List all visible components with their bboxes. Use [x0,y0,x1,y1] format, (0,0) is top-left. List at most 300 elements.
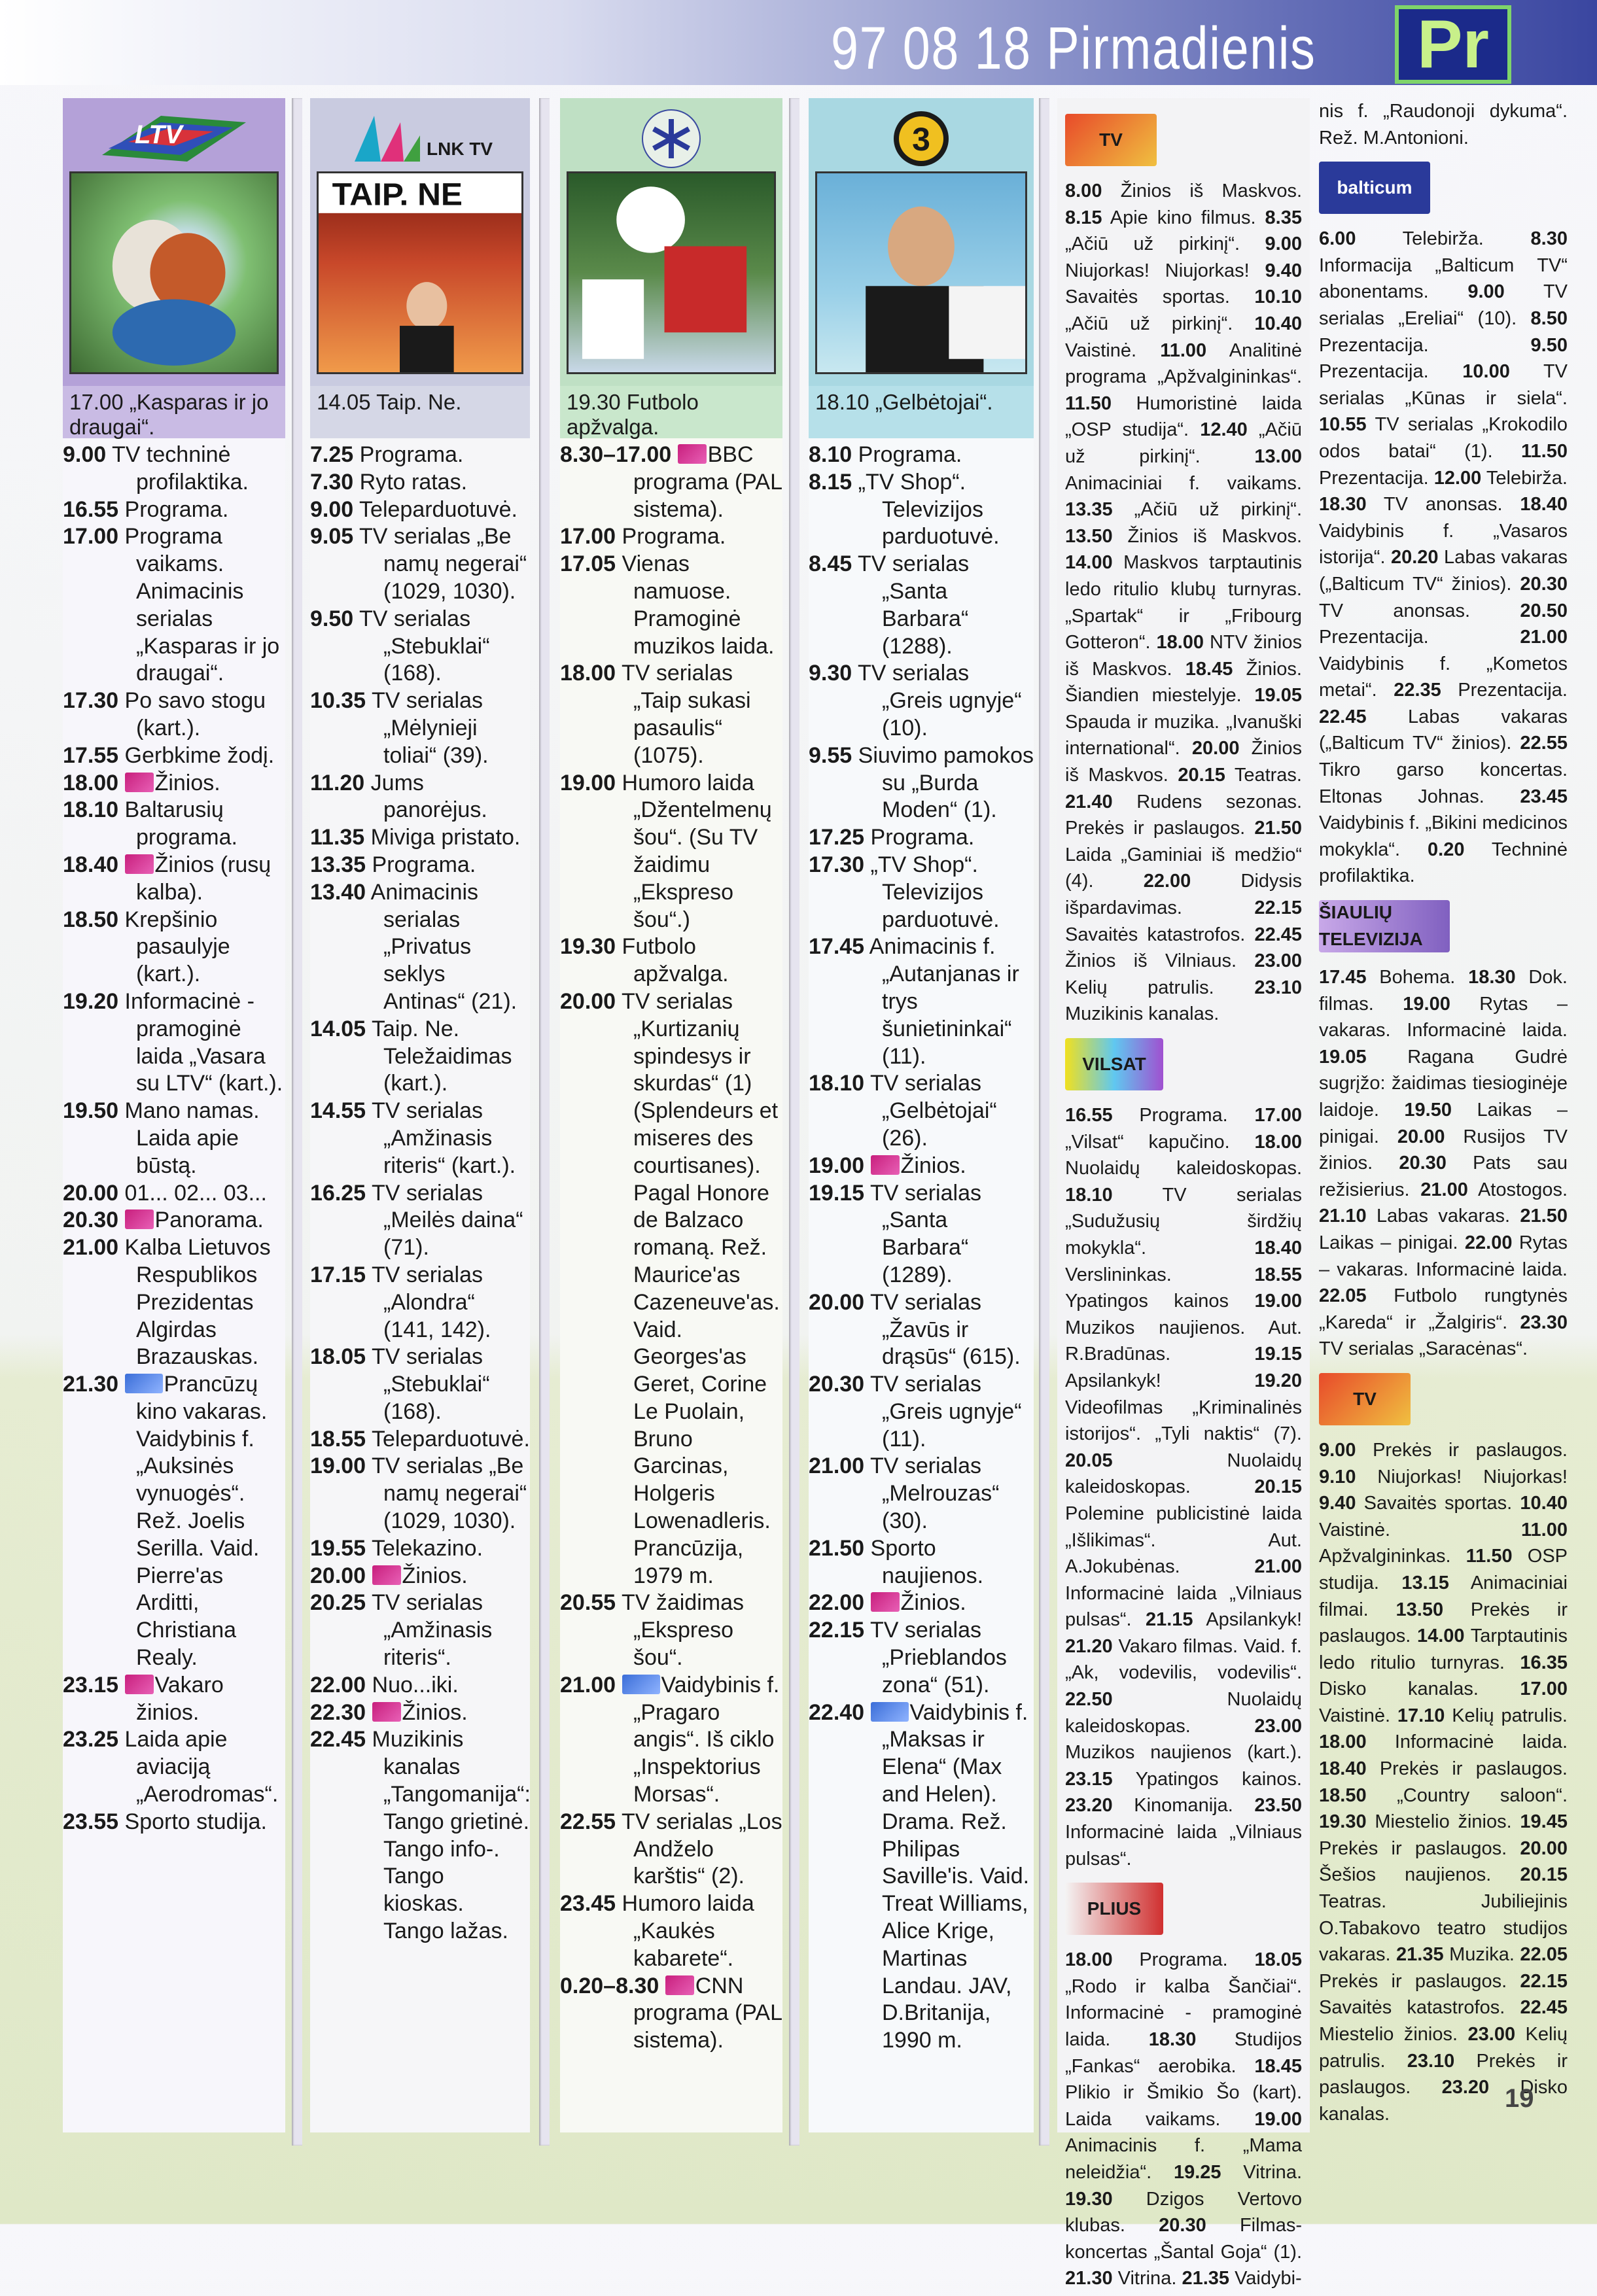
program-entry [1319,967,1455,988]
program-time: 13.50 [1395,1599,1444,1620]
program-time: 21.00 [560,1672,616,1697]
program-time: 13.50 [1065,525,1113,547]
program-entry [560,523,782,551]
program-time: 17.30 [809,852,865,877]
weekday-badge: Pr [1395,5,1511,84]
program-title: Teleparduotuvė. [359,496,518,522]
program-time: 9.55 [809,742,852,768]
program-listing [560,442,782,2055]
program-time: 20.15 [1254,1476,1302,1498]
program-title: Dok. filmas. [1319,967,1568,1015]
program-entry [1182,2268,1301,2289]
program-title: TV serialas „Amžinasis riteris“. [371,1590,493,1671]
program-title: Žinios (rusų kalba). [136,852,272,905]
program-entry [560,1890,782,1972]
program-entry [1319,1811,1512,1832]
program-entry [63,988,285,1098]
program-time: 10.35 [310,688,366,714]
program-entry [1065,499,1302,520]
program-entry [809,1590,1034,1617]
channel-logo [1065,110,1302,170]
program-entry [1065,1795,1233,1816]
program-time: 20.25 [310,1590,366,1616]
program-time: 22.45 [1319,706,1367,727]
program-time: 18.30 [1468,967,1516,988]
program-title: Programa. [359,442,464,467]
program-title: Laikas – pinigai. [1319,1232,1458,1253]
program-title: Panorama. [154,1208,264,1233]
program-time: 20.30 [63,1208,119,1233]
program-time: 14.55 [310,1098,366,1124]
program-time: 21.30 [1065,2268,1113,2289]
program-entry [809,742,1034,824]
program-time: 23.10 [1407,2050,1455,2072]
program-entry [63,797,285,852]
lnk-logo-text: LNK TV [427,139,493,159]
program-entry [310,1016,530,1098]
program-entry [1146,1609,1302,1630]
program-entry [1319,228,1484,249]
program-time: 9.40 [1319,1493,1356,1514]
program-title: Vaistinė. [1065,339,1137,361]
program-time: 17.05 [560,551,616,577]
program-time: 21.40 [1065,791,1113,812]
program-title: NTV žinios iš Maskvos. [1065,632,1302,680]
program-time: 22.45 [1520,1997,1568,2019]
channel-column-ltv [63,98,285,2132]
program-title: TV žaidimas „Ekspreso šou“. [621,1590,744,1671]
program-title: Humoristinė laida „OSP studija“. [1065,392,1302,441]
program-title: Žinios. [900,1590,966,1616]
program-time: 18.10 [809,1071,865,1096]
program-title: Didysis išpardavimas. [1065,871,1303,919]
program-time: 18.00 [1254,1131,1303,1153]
program-time: 16.25 [310,1180,366,1206]
program-title: Apsilankyk! [1206,1609,1302,1631]
program-time: 19.50 [63,1098,119,1124]
program-title: Miviga pristato. [370,825,521,850]
channel-logo-mark: ŠIAULIŲ TELEVIZIJA [1319,900,1450,952]
program-time: 19.30 [1065,2188,1113,2210]
program-title: TV serialas „Meilės daina“ (71). [371,1180,523,1261]
program-title: Savaitės katastrofos. [1319,1997,1505,2019]
program-title: Vaidybinis f. „Vasaros istorija“. [1319,520,1568,568]
program-title: TV serialas „Alondra“ (141, 142). [371,1262,491,1342]
program-title: Žinios. Šiandien miestelyje. [1065,658,1302,706]
program-title: Prancūzų kino vakaras. Vaidybinis f. „Auksinės vynuogės“. Rež. Joelis Serilla. Vaid. Pierre'as Arditti, Christiana Realy. [136,1372,268,1671]
program-time: 22.00 [1143,871,1191,892]
channel-logo [1065,1034,1302,1094]
program-title: Atostogos. [1477,1179,1568,1200]
lnk-logo-icon [342,109,499,168]
program-title: Animacinis f. „Autanjanas ir trys šunietininkai“ (11). [869,934,1019,1069]
program-time: 8.15 [1065,207,1102,228]
program-title: Nuo...iki. [372,1672,459,1697]
program-time: 18.10 [1065,1184,1113,1206]
program-title: Programa. [870,825,975,850]
channel-column-bt [560,98,782,2132]
program-time: 17.00 [63,524,119,549]
program-title: Programa vaikams. Animacinis serialas „Kasparas ir jo draugai“. [124,524,280,686]
program-entry [310,606,530,687]
program-title: Šešios naujienos. [1319,1864,1492,1886]
program-entry [63,496,285,524]
program-title: Techninė profilaktika. [1319,839,1568,887]
program-time: 11.50 [1465,1546,1513,1567]
channel-logo-mark: TV [1065,114,1157,166]
column-divider [292,98,302,2146]
program-time: 21.35 [1182,2268,1230,2289]
program-title: Vaistinė. [1319,1519,1391,1540]
local-channels-right [1319,98,1568,2131]
program-title: TV serialas „Greis ugnyje“ (10). [858,661,1022,740]
program-title: Analitinė programa „Apžvalgininkas“. [1065,339,1302,388]
program-title: Labas vakaras. [1376,1206,1511,1227]
channel-header-tv3 [809,98,1034,386]
program-time: 22.00 [809,1590,865,1616]
program-time: 21.00 [1420,1179,1468,1200]
program-title: Žinios. [900,1153,966,1178]
film-icon [622,1675,660,1694]
program-time: 17.45 [809,934,865,960]
program-entry [1394,680,1568,701]
program-time: 23.15 [63,1672,119,1697]
program-title: TV serialas „Kurtizanių spindesys ir skurdas“ (1) (Splendeurs et miseres des courtisanes). Pagal Honore de Balzaco romaną. Rež. Maurice'as Cazeneuve'as. Vaid. Georges'as Geret, Corine Le Puolain, Bruno Garcinas, Holgeris Lowenadleris. Prancūzija, 1979 m. [621,988,780,1588]
program-time: 18.30 [1148,2029,1197,2050]
program-title: Nuolaidų kaleidoskopas. [1065,1450,1302,1498]
tv-news-icon [372,1565,401,1585]
program-time: 8.50 [1530,307,1568,329]
channel-logo [1319,158,1568,218]
program-title: TV serialas „Sudužusių širdžių mokykla“. [1065,1184,1302,1259]
program-time: 18.05 [310,1344,366,1370]
program-time: 23.30 [1520,1312,1568,1333]
program-time: 18.50 [1319,1784,1367,1806]
tv-news-icon [125,1675,154,1694]
program-time: 22.40 [809,1699,865,1725]
program-title: Kalba Lietuvos Respublikos Prezidentas Algirdas Brazauskas. [124,1235,271,1370]
program-title: „Rodo ir kalba Šančiai“. Informacinė - pramoginė laida. [1065,1975,1302,2050]
program-time: 8.30–17.00 [560,442,672,467]
program-time: 18.45 [1185,658,1233,680]
program-time: 22.30 [310,1699,366,1725]
program-time: 12.00 [1433,467,1482,489]
program-entry [1065,1105,1228,1126]
program-title: TV serialas „Prieblandos zona“ (51). [869,1618,1007,1697]
program-time: 23.45 [1520,786,1568,807]
program-title: Tikro garso koncertas. Eltonas Johnas. [1319,759,1568,807]
program-title: TV serialas „Amžinasis riteris“ (kart.). [371,1098,516,1178]
program-title: TV serialas „Krokodilo odos batai“ (1). [1319,414,1568,462]
program-title: Ypatingos kainos. [1135,1768,1302,1790]
program-title: Teatras. [1234,765,1302,786]
tv3-logo-text: 3 [912,121,930,158]
bt-logo [567,107,776,170]
program-title: Humoro laida „Kaukės kabarete“. [622,1891,754,1971]
program-time: 23.20 [1441,2077,1490,2098]
program-time: 18.30 [1319,494,1367,515]
program-time: 19.45 [1520,1811,1568,1833]
program-time: 20.30 [1159,2215,1206,2236]
program-entry [1174,2162,1302,2183]
program-title: Muzikinis kanalas „Tangomanija“: Tango grietinė. Tango info-. Tango kioskas. Tango lažas. [372,1727,531,1944]
program-entry [1319,101,1568,148]
highlight-headline: 14.05 Taip. Ne. [310,386,530,438]
program-title: BBC programa (PAL sistema). [633,442,782,522]
program-title: nis f. „Raudonoji dykuma“. Rež. M.Antonioni. [1319,101,1568,148]
program-title: Vaidybinis f. „Kometos metai“. [1319,653,1568,701]
program-entry [1319,1493,1512,1514]
local-channels-block [1057,98,1574,2289]
program-title: Niujorkas! Niujorkas! [1065,260,1250,281]
program-entry [809,1453,1034,1535]
program-title: „Ačiū už pirkinį“. [1065,419,1302,467]
program-title: Disko kanalas. [1319,2077,1568,2125]
program-time: 19.55 [310,1535,366,1561]
program-title: Filmas-koncertas „Šantal Goja“ (1). [1065,2215,1303,2263]
program-title: Prekės ir paslaugos. [1319,1837,1507,1859]
program-time: 19.05 [1319,1046,1367,1068]
program-title: TV serialas „Kūnas ir siela“. [1319,361,1568,409]
program-title: Maskvos tarptautinis ledo ritulio klubų turnyras. „Spartak“ ir „Fribourg Gotteron“. [1065,552,1302,653]
program-entry [310,1344,530,1425]
program-title: Informacinė laida „Vilniaus pulsas“. [1065,1822,1302,1870]
program-time: 19.00 [1403,993,1450,1015]
program-title: Telebirža. [1486,467,1568,489]
program-time: 22.45 [310,1727,366,1752]
program-title: Prekės ir paslaugos. [1319,1599,1568,1647]
program-time: 20.30 [809,1372,865,1397]
program-title: Informacinė laida. [1394,1731,1568,1753]
program-title: Laikas – pinigai. [1319,1100,1568,1147]
program-time: 9.00 [1265,234,1302,255]
program-title: Vaistinė. [1319,1705,1391,1726]
program-entry [1319,1467,1568,1487]
program-entry [1065,1636,1302,1684]
program-entry [1397,1705,1568,1726]
program-entry [63,1809,285,1836]
program-entry [560,1973,782,2055]
program-time: 11.00 [1521,1519,1568,1540]
program-entry [1319,1731,1568,1752]
program-title: Žinios iš Maskvos. [1065,738,1302,786]
program-entry [310,523,530,605]
program-title: TV serialas „Los Andželo karštis“ (2). [621,1809,782,1889]
program-title: TV serialas „Stebuklai“ (168). [371,1344,490,1424]
program-entry [310,496,530,524]
program-title: Mano namas. Laida apie būstą. [124,1098,260,1178]
program-entry [1434,468,1568,489]
program-entry [1065,526,1302,547]
program-title: Animaciniai f. vaikams. [1065,472,1302,494]
program-title: Rytas – vakaras. Informacinė laida. [1319,993,1568,1041]
channel-logo [1319,896,1568,956]
program-time: 10.40 [1254,313,1302,334]
program-title: Prezentacija. [1319,334,1429,356]
program-time: 19.30 [560,934,616,960]
program-time: 18.55 [1254,1264,1302,1285]
program-entry [809,660,1034,742]
tv-news-icon [125,854,154,874]
program-entry [310,1262,530,1344]
program-time: 17.30 [63,688,119,714]
tv-news-icon [665,1975,694,1995]
program-time: 11.50 [1065,392,1112,414]
program-entry [1319,1758,1568,1779]
program-time: 18.40 [63,852,119,877]
program-entry [809,469,1034,551]
program-title: Verslininkas. [1065,1264,1172,1285]
program-title: Apie kino filmus. [1110,207,1256,228]
program-time: 9.30 [809,661,852,686]
program-title: „Country saloon“. [1397,1784,1568,1806]
program-title: Po savo stogu (kart.). [124,688,266,740]
program-time: 13.35 [310,852,366,877]
lnk-logo [317,107,523,170]
program-time: 18.05 [1254,1949,1303,1971]
program-title: Muzika. [1449,1944,1515,1966]
program-title: Prekės ir paslaugos. [1319,1970,1507,1992]
program-title: Vaidybinis f. „Pragaro angis“. Iš ciklo „Inspektorius Morsas“. [633,1672,780,1807]
channel-logo [1065,1879,1302,1939]
program-title: Labas vakaras („Balticum TV“ žinios). [1319,547,1568,595]
channel-schedule [1319,226,1568,890]
local-channels-left [1065,103,1302,2296]
program-title: Studijos „Fankas“ aerobika. [1065,2029,1303,2077]
program-time: 22.05 [1319,1285,1367,1307]
program-title: Prezentacija. [1319,627,1429,648]
program-time: 14.00 [1416,1626,1465,1647]
program-time: 14.00 [1065,552,1113,574]
program-time: 21.50 [809,1535,865,1561]
football-photo [567,171,776,374]
svg-text:LTV: LTV [135,120,183,149]
program-entry [1065,207,1256,228]
program-time: 17.45 [1319,967,1367,988]
program-time: 21.50 [1254,818,1302,839]
tv3-logo [815,107,1027,170]
program-title: 01... 02... 03... [124,1180,267,1206]
svg-text:TAIP. NE: TAIP. NE [332,177,463,213]
program-title: Nuolaidų kaleidoskopas. [1065,1689,1302,1737]
program-time: 20.00 [560,988,616,1014]
program-entry [310,469,530,496]
program-time: 23.15 [1065,1768,1113,1790]
program-time: 12.40 [1200,419,1248,441]
program-time: 18.40 [1319,1758,1367,1780]
highlight-headline: 18.10 „Gelbėtojai“. [809,386,1034,438]
program-time: 20.15 [1178,765,1225,786]
program-title: Jums panorėjus. [370,770,487,823]
program-time: 13.15 [1401,1572,1449,1593]
program-time: 9.40 [1265,260,1302,281]
program-time: 20.15 [1520,1864,1568,1886]
program-entry [809,824,1034,852]
program-time: 18.50 [63,907,119,932]
program-entry [310,1726,530,1945]
program-entry [310,1672,530,1699]
program-title: Žinios. [402,1563,468,1588]
program-time: 19.00 [809,1153,865,1178]
program-time: 23.20 [1065,1795,1113,1817]
highlight-headline: 17.00 „Kasparas ir jo draugai“. [63,386,285,438]
program-entry [63,1726,285,1808]
program-entry [1065,2268,1176,2289]
program-entry [63,1207,285,1234]
program-time: 20.30 [1520,573,1568,595]
program-time: 19.20 [63,988,119,1014]
program-time: 18.10 [63,797,119,823]
program-title: Informacinė laida „Vilniaus pulsas“. [1065,1582,1302,1631]
tv-news-icon [372,1702,401,1722]
program-entry [809,551,1034,660]
program-time: 7.25 [310,442,354,467]
program-time: 21.00 [63,1235,119,1261]
program-title: Informacinė - pramoginė laida „Vasara su LTV“ (kart.). [124,988,283,1096]
program-time: 20.00 [809,1289,865,1315]
program-time: 18.00 [560,661,616,686]
column-divider [789,98,799,2146]
channel-schedule [1065,1102,1302,1872]
program-time: 17.00 [560,524,616,549]
program-title: Laida apie aviaciją „Aerodromas“. [124,1727,279,1807]
program-title: Gerbkime žodį. [124,742,275,768]
ltv-logo [69,107,279,170]
program-time: 11.35 [310,825,365,850]
program-entry [560,1672,782,1809]
program-time: 19.00 [560,770,616,795]
program-time: 17.00 [1520,1679,1568,1700]
program-time: 9.50 [1530,334,1568,356]
program-time: 23.55 [63,1809,119,1834]
program-title: Videofilmas „Kriminalinės istorijos“. „Tyli naktis“ (7). [1065,1397,1302,1445]
program-entry [63,1371,285,1672]
program-entry [310,879,530,1016]
program-entry [809,1153,1034,1180]
channel-logo [1319,1369,1568,1429]
cartoon-still-photo [69,171,279,374]
program-title: Disko kanalas. [1319,1679,1479,1700]
channel-logo-mark: VILSAT [1065,1038,1163,1090]
program-title: Muzikos naujienos (kart.). [1065,1742,1302,1764]
program-title: TV serialas „Greis ugnyje“ (11). [869,1372,1022,1452]
program-title: Ryto ratas. [359,469,468,495]
program-time: 17.00 [1254,1105,1303,1126]
program-title: TV serialas „Gelbėtojai“ (26). [869,1071,997,1151]
program-title: Futbolo rungtynės „Kareda“ ir „Žalgiris“. [1319,1285,1568,1333]
program-title: TV serialas „Taip sukasi pasaulis“ (1075). [621,661,751,768]
program-title: Prezentacija. [1319,467,1429,489]
program-entry [809,442,1034,469]
channel-logo-mark: PLIUS [1065,1883,1163,1935]
program-time: 9.05 [310,524,354,549]
program-time: 8.15 [809,469,852,495]
tv3-logo-icon [885,107,957,170]
program-title: Vienas namuose. Pramoginė muzikos laida. [622,551,775,659]
page-number: 19 [1505,2084,1534,2113]
program-time: 10.55 [1319,414,1367,436]
program-entry [1319,1440,1568,1461]
program-entry [63,687,285,742]
program-time: 21.10 [1319,1206,1367,1227]
program-time: 19.50 [1404,1100,1452,1121]
program-title: Animaciniai filmai. [1319,1572,1568,1620]
program-time: 13.00 [1254,445,1302,467]
program-entry [1065,181,1302,201]
program-title: Rudens sezonas. Prekės ir paslaugos. [1065,791,1302,839]
program-time: 21.00 [809,1453,865,1479]
channel-header-bt [560,98,782,386]
